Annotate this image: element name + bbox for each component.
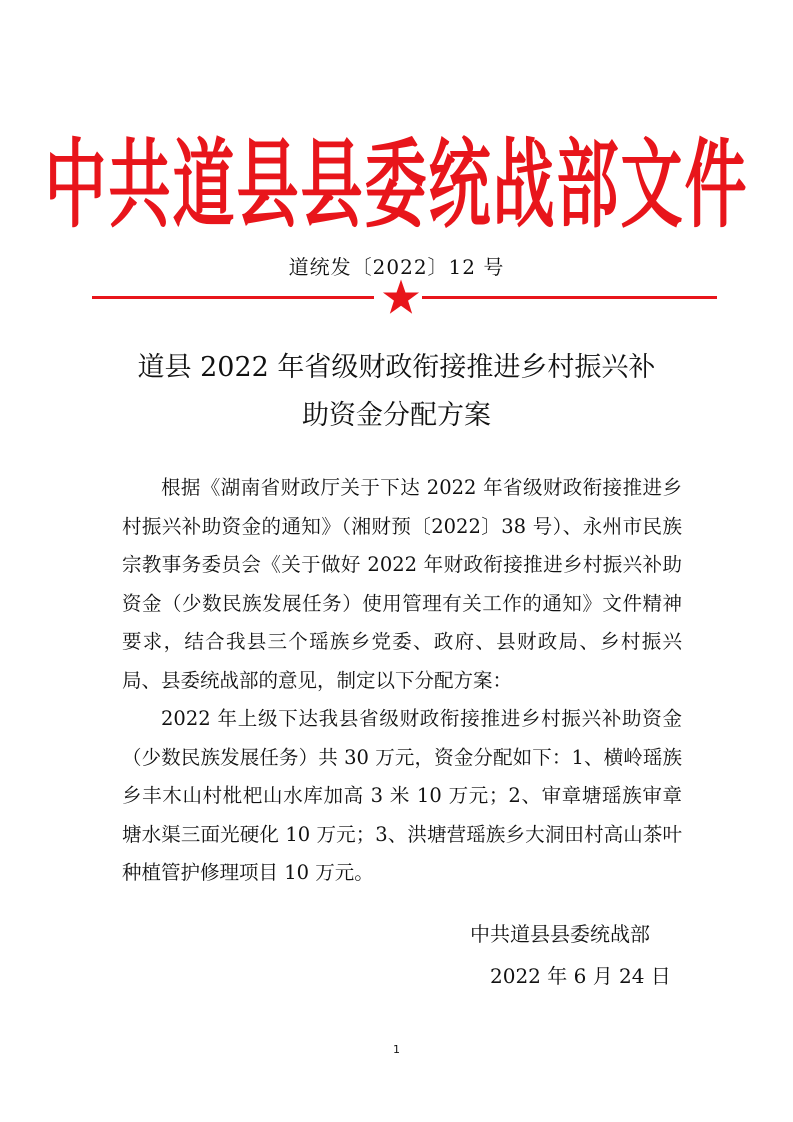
document-title	[0, 344, 793, 440]
document-masthead: 中共道县县委统战部文件	[44, 128, 749, 242]
issuer-signature: 中共道县县委统战部	[470, 922, 650, 946]
body-paragraph-2: 2022 年上级下达我县省级财政衔接推进乡村振兴补助资金（少数民族发展任务）共 30 万元，资金分配如下：1、横岭瑶族乡丰木山村枇杷山水库加高 3 米 10 万元；2、审章塘瑶族审章塘水渠三面光硬化 10 万元；3、洪塘营瑶族乡大洞田村高山茶叶种植管护修理项目 10 万元。	[122, 707, 682, 884]
issue-date: 2022 年 6 月 24 日	[490, 964, 671, 988]
page-number: 1	[393, 1043, 400, 1056]
document-number: 道统发〔2022〕12 号	[288, 255, 505, 279]
red-divider-left	[92, 296, 374, 299]
title-line-2: 助资金分配方案	[302, 400, 491, 431]
title-line-1: 道县 2022 年省级财政衔接推进乡村振兴补	[137, 352, 656, 383]
red-divider-right	[422, 296, 717, 299]
red-star-icon	[382, 278, 420, 316]
body-paragraph-1: 根据《湖南省财政厅关于下达 2022 年省级财政衔接推进乡村振兴补助资金的通知》（湘财预〔2022〕38 号）、永州市民族宗教事务委员会《关于做好 2022 年财政衔接推进乡村振兴补助资金（少数民族发展任务）使用管理有关工作的通知》文件精神要求，结合我县三个瑶族乡党委、政府、县财政局、乡村振兴局、县委统战部的意见，制定以下分配方案：	[122, 476, 682, 692]
document-body	[122, 469, 682, 893]
